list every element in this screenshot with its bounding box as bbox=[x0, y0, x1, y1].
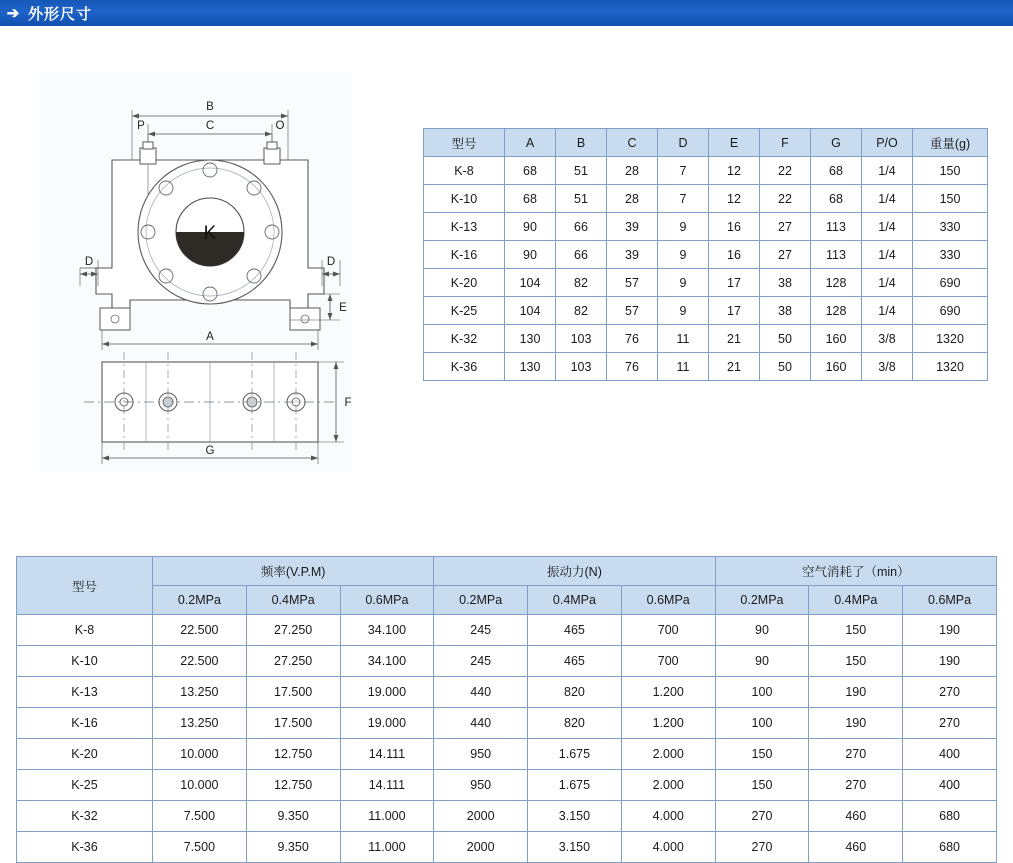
table-row bbox=[17, 739, 997, 770]
cell-a: 90 bbox=[505, 241, 556, 269]
dimension-table-header-row bbox=[424, 129, 988, 157]
table-row bbox=[17, 801, 997, 832]
cell-force-02: 245 bbox=[434, 646, 528, 677]
dim-label-C: C bbox=[205, 120, 215, 132]
cell-air-04: 460 bbox=[809, 832, 903, 863]
table-row bbox=[424, 185, 988, 213]
cell-b: 103 bbox=[556, 325, 607, 353]
cell-b: 51 bbox=[556, 157, 607, 185]
cell-b: 51 bbox=[556, 185, 607, 213]
cell-g: 128 bbox=[811, 297, 862, 325]
cell-force-04: 3.150 bbox=[528, 832, 622, 863]
cell-force-02: 950 bbox=[434, 739, 528, 770]
cell-air-02: 150 bbox=[715, 739, 809, 770]
perf-header-air-06: 0.6MPa bbox=[903, 586, 997, 615]
cell-force-06: 4.000 bbox=[621, 832, 715, 863]
table-row bbox=[424, 269, 988, 297]
dim-label-P: P bbox=[137, 120, 145, 132]
cell-model: K-25 bbox=[17, 770, 153, 801]
cell-freq-04: 17.500 bbox=[246, 677, 340, 708]
cell-weight: 1320 bbox=[913, 353, 988, 381]
cell-c: 57 bbox=[607, 269, 658, 297]
table-row bbox=[17, 770, 997, 801]
cell-model: K-25 bbox=[424, 297, 505, 325]
cell-model: K-16 bbox=[424, 241, 505, 269]
cell-force-06: 700 bbox=[621, 646, 715, 677]
cell-d: 9 bbox=[658, 297, 709, 325]
cell-g: 160 bbox=[811, 353, 862, 381]
dimension-table bbox=[423, 128, 988, 381]
perf-header-air-consumption: 空气消耗了（min） bbox=[715, 557, 996, 586]
dim-label-B: B bbox=[206, 101, 214, 113]
cell-a: 68 bbox=[505, 157, 556, 185]
cell-c: 57 bbox=[607, 297, 658, 325]
table-row bbox=[17, 708, 997, 739]
table-row bbox=[17, 646, 997, 677]
cell-model: K-32 bbox=[17, 801, 153, 832]
cell-c: 76 bbox=[607, 353, 658, 381]
cell-e: 21 bbox=[709, 353, 760, 381]
cell-a: 104 bbox=[505, 297, 556, 325]
perf-header-force-02: 0.2MPa bbox=[434, 586, 528, 615]
cell-model: K-20 bbox=[17, 739, 153, 770]
dim-header-e: E bbox=[709, 129, 760, 157]
cell-air-04: 270 bbox=[809, 739, 903, 770]
cell-g: 68 bbox=[811, 157, 862, 185]
cell-air-02: 270 bbox=[715, 832, 809, 863]
cell-air-04: 150 bbox=[809, 646, 903, 677]
table-row bbox=[424, 157, 988, 185]
cell-model: K-36 bbox=[17, 832, 153, 863]
cell-model: K-10 bbox=[17, 646, 153, 677]
cell-d: 9 bbox=[658, 241, 709, 269]
cell-model: K-32 bbox=[424, 325, 505, 353]
perf-header-air-04: 0.4MPa bbox=[809, 586, 903, 615]
cell-model: K-20 bbox=[424, 269, 505, 297]
cell-e: 17 bbox=[709, 297, 760, 325]
cell-f: 38 bbox=[760, 269, 811, 297]
page-header bbox=[0, 0, 1013, 26]
cell-model: K-10 bbox=[424, 185, 505, 213]
cell-freq-06: 14.111 bbox=[340, 770, 434, 801]
cell-freq-06: 11.000 bbox=[340, 832, 434, 863]
cell-b: 66 bbox=[556, 213, 607, 241]
cell-freq-04: 9.350 bbox=[246, 832, 340, 863]
cell-force-02: 2000 bbox=[434, 832, 528, 863]
cell-force-06: 1.200 bbox=[621, 677, 715, 708]
cell-air-06: 270 bbox=[903, 708, 997, 739]
cell-c: 76 bbox=[607, 325, 658, 353]
cell-c: 39 bbox=[607, 241, 658, 269]
cell-po: 1/4 bbox=[862, 157, 913, 185]
cell-weight: 150 bbox=[913, 185, 988, 213]
dim-header-g: G bbox=[811, 129, 862, 157]
cell-weight: 330 bbox=[913, 241, 988, 269]
cell-air-04: 190 bbox=[809, 677, 903, 708]
cell-b: 103 bbox=[556, 353, 607, 381]
cell-f: 27 bbox=[760, 213, 811, 241]
product-drawing bbox=[40, 72, 352, 472]
cell-g: 68 bbox=[811, 185, 862, 213]
cell-freq-02: 22.500 bbox=[153, 646, 247, 677]
cell-d: 7 bbox=[658, 185, 709, 213]
cell-b: 82 bbox=[556, 297, 607, 325]
cell-po: 3/8 bbox=[862, 353, 913, 381]
table-row bbox=[17, 832, 997, 863]
cell-model: K-16 bbox=[17, 708, 153, 739]
perf-header-frequency: 频率(V.P.M) bbox=[153, 557, 434, 586]
cell-a: 104 bbox=[505, 269, 556, 297]
cell-g: 128 bbox=[811, 269, 862, 297]
cell-freq-02: 10.000 bbox=[153, 770, 247, 801]
cell-air-06: 190 bbox=[903, 646, 997, 677]
cell-force-02: 440 bbox=[434, 708, 528, 739]
table-row bbox=[17, 615, 997, 646]
dim-label-A: A bbox=[206, 331, 214, 343]
dim-header-po: P/O bbox=[862, 129, 913, 157]
dim-label-G: G bbox=[205, 445, 215, 457]
cell-force-04: 465 bbox=[528, 615, 622, 646]
cell-freq-04: 27.250 bbox=[246, 615, 340, 646]
cell-freq-04: 17.500 bbox=[246, 708, 340, 739]
cell-d: 11 bbox=[658, 353, 709, 381]
dim-header-b: B bbox=[556, 129, 607, 157]
dim-header-a: A bbox=[505, 129, 556, 157]
cell-a: 130 bbox=[505, 325, 556, 353]
cell-freq-02: 13.250 bbox=[153, 677, 247, 708]
cell-model: K-8 bbox=[17, 615, 153, 646]
cell-force-04: 3.150 bbox=[528, 801, 622, 832]
cell-force-06: 700 bbox=[621, 615, 715, 646]
perf-header-model: 型号 bbox=[17, 557, 153, 615]
cell-air-02: 90 bbox=[715, 646, 809, 677]
cell-f: 22 bbox=[760, 185, 811, 213]
performance-table bbox=[16, 556, 997, 863]
cell-a: 68 bbox=[505, 185, 556, 213]
table-row bbox=[17, 677, 997, 708]
perf-header-freq-04: 0.4MPa bbox=[246, 586, 340, 615]
cell-force-06: 1.200 bbox=[621, 708, 715, 739]
cell-model: K-13 bbox=[17, 677, 153, 708]
cell-po: 1/4 bbox=[862, 213, 913, 241]
cell-air-04: 150 bbox=[809, 615, 903, 646]
table-row bbox=[424, 297, 988, 325]
cell-force-06: 2.000 bbox=[621, 770, 715, 801]
perf-header-freq-02: 0.2MPa bbox=[153, 586, 247, 615]
dim-label-O: O bbox=[275, 120, 285, 132]
drawing-svg bbox=[40, 72, 352, 472]
table-row bbox=[424, 353, 988, 381]
cell-freq-04: 12.750 bbox=[246, 770, 340, 801]
cell-air-04: 190 bbox=[809, 708, 903, 739]
cell-e: 21 bbox=[709, 325, 760, 353]
cell-weight: 150 bbox=[913, 157, 988, 185]
cell-freq-02: 10.000 bbox=[153, 739, 247, 770]
cell-force-02: 2000 bbox=[434, 801, 528, 832]
cell-g: 113 bbox=[811, 241, 862, 269]
cell-force-02: 245 bbox=[434, 615, 528, 646]
perf-header-freq-06: 0.6MPa bbox=[340, 586, 434, 615]
cell-weight: 690 bbox=[913, 269, 988, 297]
cell-freq-06: 14.111 bbox=[340, 739, 434, 770]
cell-f: 50 bbox=[760, 325, 811, 353]
cell-freq-04: 27.250 bbox=[246, 646, 340, 677]
cell-force-04: 1.675 bbox=[528, 770, 622, 801]
cell-d: 9 bbox=[658, 269, 709, 297]
dim-label-F: F bbox=[344, 397, 352, 409]
cell-g: 160 bbox=[811, 325, 862, 353]
dim-header-model: 型号 bbox=[424, 129, 505, 157]
cell-air-02: 100 bbox=[715, 677, 809, 708]
cell-freq-04: 9.350 bbox=[246, 801, 340, 832]
cell-air-06: 270 bbox=[903, 677, 997, 708]
cell-weight: 330 bbox=[913, 213, 988, 241]
cell-air-06: 190 bbox=[903, 615, 997, 646]
cell-force-06: 4.000 bbox=[621, 801, 715, 832]
cell-a: 130 bbox=[505, 353, 556, 381]
cell-e: 17 bbox=[709, 269, 760, 297]
cell-e: 16 bbox=[709, 213, 760, 241]
cell-freq-02: 7.500 bbox=[153, 801, 247, 832]
table-row bbox=[424, 325, 988, 353]
table-row bbox=[424, 241, 988, 269]
cell-air-04: 460 bbox=[809, 801, 903, 832]
page-title: 外形尺寸 bbox=[28, 5, 93, 23]
cell-freq-06: 19.000 bbox=[340, 677, 434, 708]
perf-header-air-02: 0.2MPa bbox=[715, 586, 809, 615]
cell-freq-02: 7.500 bbox=[153, 832, 247, 863]
cell-air-02: 90 bbox=[715, 615, 809, 646]
cell-b: 66 bbox=[556, 241, 607, 269]
cell-freq-06: 19.000 bbox=[340, 708, 434, 739]
performance-table-group-row bbox=[17, 557, 997, 586]
table-row bbox=[424, 213, 988, 241]
cell-force-04: 820 bbox=[528, 677, 622, 708]
perf-header-force-04: 0.4MPa bbox=[528, 586, 622, 615]
cell-model: K-8 bbox=[424, 157, 505, 185]
cell-model: K-13 bbox=[424, 213, 505, 241]
cell-f: 27 bbox=[760, 241, 811, 269]
drawing-label-K: K bbox=[203, 223, 217, 244]
cell-freq-02: 13.250 bbox=[153, 708, 247, 739]
dim-label-E: E bbox=[339, 302, 347, 314]
cell-c: 39 bbox=[607, 213, 658, 241]
cell-a: 90 bbox=[505, 213, 556, 241]
cell-freq-06: 34.100 bbox=[340, 646, 434, 677]
arrow-right-icon: ➔ bbox=[6, 5, 20, 22]
performance-table-pressure-row bbox=[17, 586, 997, 615]
cell-force-06: 2.000 bbox=[621, 739, 715, 770]
perf-header-force-06: 0.6MPa bbox=[621, 586, 715, 615]
cell-f: 38 bbox=[760, 297, 811, 325]
cell-force-04: 820 bbox=[528, 708, 622, 739]
dim-header-c: C bbox=[607, 129, 658, 157]
cell-e: 16 bbox=[709, 241, 760, 269]
cell-model: K-36 bbox=[424, 353, 505, 381]
cell-f: 50 bbox=[760, 353, 811, 381]
cell-freq-06: 34.100 bbox=[340, 615, 434, 646]
cell-freq-06: 11.000 bbox=[340, 801, 434, 832]
performance-table-wrapper bbox=[16, 556, 997, 863]
cell-force-04: 465 bbox=[528, 646, 622, 677]
cell-weight: 690 bbox=[913, 297, 988, 325]
cell-po: 1/4 bbox=[862, 297, 913, 325]
cell-freq-04: 12.750 bbox=[246, 739, 340, 770]
dim-label-D-left: D bbox=[84, 256, 94, 268]
cell-air-04: 270 bbox=[809, 770, 903, 801]
cell-air-02: 150 bbox=[715, 770, 809, 801]
cell-g: 113 bbox=[811, 213, 862, 241]
perf-header-force: 振动力(N) bbox=[434, 557, 715, 586]
cell-c: 28 bbox=[607, 185, 658, 213]
cell-freq-02: 22.500 bbox=[153, 615, 247, 646]
dim-label-D-right: D bbox=[326, 256, 336, 268]
cell-b: 82 bbox=[556, 269, 607, 297]
cell-force-02: 440 bbox=[434, 677, 528, 708]
cell-c: 28 bbox=[607, 157, 658, 185]
dimension-table-wrapper bbox=[423, 128, 988, 381]
dim-header-d: D bbox=[658, 129, 709, 157]
cell-air-06: 680 bbox=[903, 832, 997, 863]
cell-po: 1/4 bbox=[862, 241, 913, 269]
cell-air-02: 270 bbox=[715, 801, 809, 832]
cell-po: 1/4 bbox=[862, 269, 913, 297]
cell-d: 11 bbox=[658, 325, 709, 353]
cell-force-04: 1.675 bbox=[528, 739, 622, 770]
cell-air-02: 100 bbox=[715, 708, 809, 739]
cell-air-06: 680 bbox=[903, 801, 997, 832]
cell-po: 3/8 bbox=[862, 325, 913, 353]
cell-weight: 1320 bbox=[913, 325, 988, 353]
cell-air-06: 400 bbox=[903, 770, 997, 801]
cell-d: 7 bbox=[658, 157, 709, 185]
cell-f: 22 bbox=[760, 157, 811, 185]
cell-d: 9 bbox=[658, 213, 709, 241]
cell-force-02: 950 bbox=[434, 770, 528, 801]
cell-e: 12 bbox=[709, 157, 760, 185]
cell-po: 1/4 bbox=[862, 185, 913, 213]
dim-header-f: F bbox=[760, 129, 811, 157]
dim-header-weight: 重量(g) bbox=[913, 129, 988, 157]
cell-e: 12 bbox=[709, 185, 760, 213]
cell-air-06: 400 bbox=[903, 739, 997, 770]
